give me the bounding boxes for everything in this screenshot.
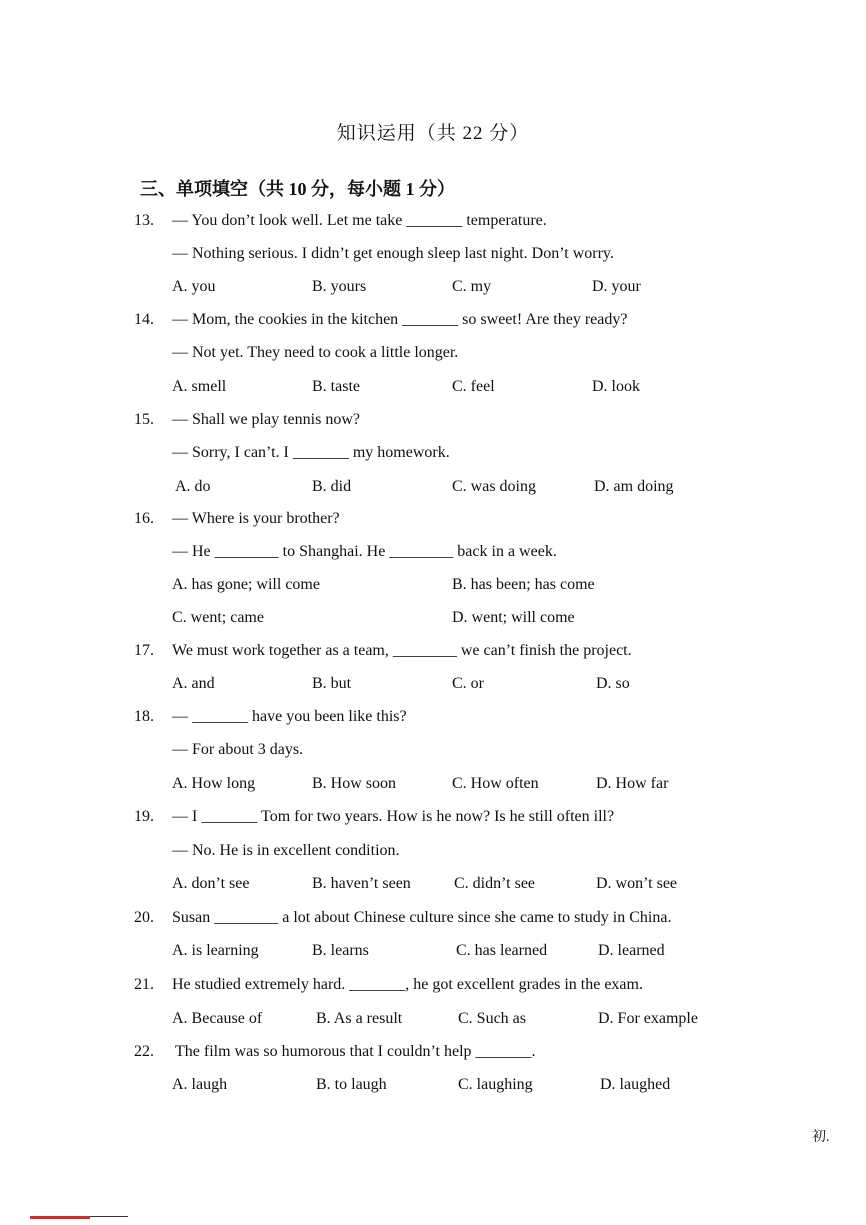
option-d: D. won’t see xyxy=(596,875,678,892)
option-c: C. my xyxy=(452,278,492,295)
edge-rule xyxy=(90,1216,128,1217)
option-d: D. look xyxy=(592,378,640,395)
option-c: C. feel xyxy=(452,378,495,395)
option-d: D. am doing xyxy=(594,478,674,495)
question-line: — Nothing serious. I didn’t get enough sleep last night. Don’t worry. xyxy=(172,245,614,262)
option-b: B. As a result xyxy=(316,1010,403,1027)
question-number-17: 17. xyxy=(134,642,154,659)
question-line: — Not yet. They need to cook a little longer. xyxy=(172,344,459,361)
option-b: B. but xyxy=(312,675,352,692)
question-line: The film was so humorous that I couldn’t help _______. xyxy=(175,1043,536,1060)
option-b: B. to laugh xyxy=(316,1076,387,1093)
question-line: He studied extremely hard. _______, he got excellent grades in the exam. xyxy=(172,976,643,993)
option-a: A. smell xyxy=(172,378,227,395)
option-c: C. has learned xyxy=(456,942,548,959)
question-number-14: 14. xyxy=(134,311,154,328)
question-number-16: 16. xyxy=(134,510,154,527)
question-line: — I _______ Tom for two years. How is he now? Is he still often ill? xyxy=(172,808,615,825)
question-number-19: 19. xyxy=(134,808,154,825)
option-a: A. is learning xyxy=(172,942,259,959)
option-c: C. How often xyxy=(452,775,539,792)
option-d: D. went; will come xyxy=(452,609,575,626)
question-line: — For about 3 days. xyxy=(172,741,304,758)
question-number-18: 18. xyxy=(134,708,154,725)
option-a: A. laugh xyxy=(172,1076,228,1093)
option-b: B. haven’t seen xyxy=(312,875,411,892)
option-a: A. don’t see xyxy=(172,875,250,892)
option-a: A. and xyxy=(172,675,215,692)
question-line: — _______ have you been like this? xyxy=(172,708,407,725)
option-c: C. laughing xyxy=(458,1076,533,1093)
option-d: D. For example xyxy=(598,1010,698,1027)
option-a: A. Because of xyxy=(172,1010,263,1027)
option-b: B. has been; has come xyxy=(452,576,595,593)
option-b: B. How soon xyxy=(312,775,397,792)
question-line: — Sorry, I can’t. I _______ my homework. xyxy=(172,444,450,461)
option-a: A. How long xyxy=(172,775,256,792)
question-number-21: 21. xyxy=(134,976,154,993)
option-a: A. do xyxy=(175,478,211,495)
question-number-22: 22. xyxy=(134,1043,154,1060)
option-d: D. How far xyxy=(596,775,669,792)
question-line: — No. He is in excellent condition. xyxy=(172,842,400,859)
option-d: D. your xyxy=(592,278,641,295)
corner-mark: 初. xyxy=(812,1130,830,1145)
question-number-15: 15. xyxy=(134,411,154,428)
option-b: B. yours xyxy=(312,278,367,295)
question-line: — He ________ to Shanghai. He ________ back in a week. xyxy=(172,543,557,560)
option-c: C. Such as xyxy=(458,1010,526,1027)
question-line: We must work together as a team, ________ we can’t finish the project. xyxy=(172,642,632,659)
option-c: C. was doing xyxy=(452,478,536,495)
question-number-13: 13. xyxy=(134,212,154,229)
option-b: B. did xyxy=(312,478,352,495)
question-line: Susan ________ a lot about Chinese culture since she came to study in China. xyxy=(172,909,672,926)
question-line: — You don’t look well. Let me take _______ temperature. xyxy=(172,212,547,229)
option-c: C. went; came xyxy=(172,609,264,626)
option-a: A. has gone; will come xyxy=(172,576,320,593)
question-number-20: 20. xyxy=(134,909,154,926)
question-line: — Mom, the cookies in the kitchen _______ so sweet! Are they ready? xyxy=(172,311,628,328)
option-b: B. taste xyxy=(312,378,360,395)
option-c: C. or xyxy=(452,675,484,692)
option-c: C. didn’t see xyxy=(454,875,536,892)
page-title: 知识运用（共 22 分） xyxy=(336,123,530,144)
question-line: — Where is your brother? xyxy=(172,510,340,527)
option-a: A. you xyxy=(172,278,216,295)
option-b: B. learns xyxy=(312,942,369,959)
section-heading: 三、单项填空（共 10 分，每小题 1 分） xyxy=(140,179,455,199)
edge-red-mark xyxy=(30,1216,90,1219)
option-d: D. learned xyxy=(598,942,665,959)
option-d: D. laughed xyxy=(600,1076,671,1093)
question-line: — Shall we play tennis now? xyxy=(172,411,360,428)
option-d: D. so xyxy=(596,675,630,692)
